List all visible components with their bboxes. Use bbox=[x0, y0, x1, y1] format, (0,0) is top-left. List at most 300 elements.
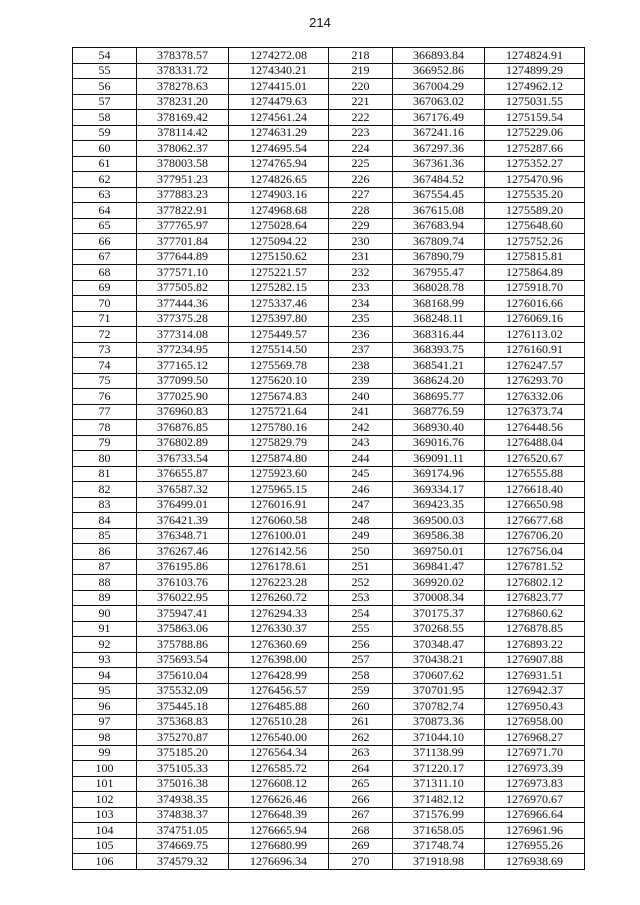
point-number-right: 242 bbox=[329, 420, 393, 436]
point-number-right: 236 bbox=[329, 327, 393, 343]
y-coordinate-left: 1274415.01 bbox=[229, 79, 329, 95]
point-number-right: 253 bbox=[329, 590, 393, 606]
table-row bbox=[73, 575, 585, 591]
y-coordinate-right: 1274962.12 bbox=[485, 79, 585, 95]
x-coordinate-left: 376802.89 bbox=[137, 435, 229, 451]
x-coordinate-left: 376587.32 bbox=[137, 482, 229, 498]
point-number-right: 231 bbox=[329, 249, 393, 265]
table-row bbox=[73, 404, 585, 420]
point-number-right: 261 bbox=[329, 714, 393, 730]
point-number-left: 99 bbox=[73, 745, 137, 761]
y-coordinate-right: 1276968.27 bbox=[485, 730, 585, 746]
x-coordinate-right: 367890.79 bbox=[393, 249, 485, 265]
x-coordinate-right: 367615.08 bbox=[393, 203, 485, 219]
x-coordinate-right: 371918.98 bbox=[393, 854, 485, 870]
point-number-right: 260 bbox=[329, 699, 393, 715]
y-coordinate-left: 1275874.80 bbox=[229, 451, 329, 467]
point-number-right: 238 bbox=[329, 358, 393, 374]
x-coordinate-left: 375105.33 bbox=[137, 761, 229, 777]
x-coordinate-left: 377701.84 bbox=[137, 234, 229, 250]
x-coordinate-left: 376876.85 bbox=[137, 420, 229, 436]
x-coordinate-right: 366952.86 bbox=[393, 63, 485, 79]
y-coordinate-right: 1275287.66 bbox=[485, 141, 585, 157]
point-number-left: 102 bbox=[73, 792, 137, 808]
y-coordinate-left: 1275674.83 bbox=[229, 389, 329, 405]
x-coordinate-left: 376655.87 bbox=[137, 466, 229, 482]
y-coordinate-left: 1274272.08 bbox=[229, 48, 329, 64]
point-number-right: 221 bbox=[329, 94, 393, 110]
x-coordinate-left: 378231.20 bbox=[137, 94, 229, 110]
point-number-right: 256 bbox=[329, 637, 393, 653]
y-coordinate-right: 1275752.26 bbox=[485, 234, 585, 250]
y-coordinate-left: 1276540.00 bbox=[229, 730, 329, 746]
point-number-right: 223 bbox=[329, 125, 393, 141]
y-coordinate-left: 1274340.21 bbox=[229, 63, 329, 79]
table-row bbox=[73, 807, 585, 823]
x-coordinate-right: 367176.49 bbox=[393, 110, 485, 126]
point-number-left: 70 bbox=[73, 296, 137, 312]
x-coordinate-left: 375947.41 bbox=[137, 606, 229, 622]
x-coordinate-left: 377765.97 bbox=[137, 218, 229, 234]
x-coordinate-left: 374938.35 bbox=[137, 792, 229, 808]
y-coordinate-left: 1275923.60 bbox=[229, 466, 329, 482]
x-coordinate-right: 370438.21 bbox=[393, 652, 485, 668]
x-coordinate-left: 374838.37 bbox=[137, 807, 229, 823]
x-coordinate-right: 370782.74 bbox=[393, 699, 485, 715]
point-number-right: 263 bbox=[329, 745, 393, 761]
y-coordinate-right: 1276448.56 bbox=[485, 420, 585, 436]
point-number-left: 105 bbox=[73, 838, 137, 854]
x-coordinate-right: 367554.45 bbox=[393, 187, 485, 203]
y-coordinate-right: 1276973.83 bbox=[485, 776, 585, 792]
point-number-right: 234 bbox=[329, 296, 393, 312]
point-number-left: 85 bbox=[73, 528, 137, 544]
table-row bbox=[73, 668, 585, 684]
x-coordinate-right: 367683.94 bbox=[393, 218, 485, 234]
point-number-left: 60 bbox=[73, 141, 137, 157]
x-coordinate-right: 370008.34 bbox=[393, 590, 485, 606]
x-coordinate-right: 368541.21 bbox=[393, 358, 485, 374]
point-number-right: 264 bbox=[329, 761, 393, 777]
x-coordinate-left: 376267.46 bbox=[137, 544, 229, 560]
point-number-left: 58 bbox=[73, 110, 137, 126]
point-number-left: 74 bbox=[73, 358, 137, 374]
x-coordinate-left: 377883.23 bbox=[137, 187, 229, 203]
y-coordinate-left: 1276398.00 bbox=[229, 652, 329, 668]
y-coordinate-right: 1276860.62 bbox=[485, 606, 585, 622]
x-coordinate-right: 367063.02 bbox=[393, 94, 485, 110]
point-number-right: 241 bbox=[329, 404, 393, 420]
x-coordinate-right: 367361.36 bbox=[393, 156, 485, 172]
y-coordinate-left: 1276100.01 bbox=[229, 528, 329, 544]
x-coordinate-left: 378003.58 bbox=[137, 156, 229, 172]
x-coordinate-right: 370607.62 bbox=[393, 668, 485, 684]
table-row bbox=[73, 637, 585, 653]
y-coordinate-right: 1276332.06 bbox=[485, 389, 585, 405]
point-number-left: 93 bbox=[73, 652, 137, 668]
point-number-right: 266 bbox=[329, 792, 393, 808]
y-coordinate-right: 1276938.69 bbox=[485, 854, 585, 870]
x-coordinate-right: 369500.03 bbox=[393, 513, 485, 529]
point-number-left: 100 bbox=[73, 761, 137, 777]
point-number-right: 230 bbox=[329, 234, 393, 250]
point-number-right: 227 bbox=[329, 187, 393, 203]
table-row bbox=[73, 652, 585, 668]
table-row bbox=[73, 544, 585, 560]
x-coordinate-right: 370348.47 bbox=[393, 637, 485, 653]
x-coordinate-left: 378062.37 bbox=[137, 141, 229, 157]
point-number-right: 245 bbox=[329, 466, 393, 482]
y-coordinate-left: 1276178.61 bbox=[229, 559, 329, 575]
y-coordinate-left: 1276360.69 bbox=[229, 637, 329, 653]
x-coordinate-left: 376195.86 bbox=[137, 559, 229, 575]
point-number-right: 251 bbox=[329, 559, 393, 575]
y-coordinate-right: 1276907.88 bbox=[485, 652, 585, 668]
y-coordinate-left: 1276485.88 bbox=[229, 699, 329, 715]
x-coordinate-right: 370873.36 bbox=[393, 714, 485, 730]
y-coordinate-left: 1275094.22 bbox=[229, 234, 329, 250]
point-number-right: 258 bbox=[329, 668, 393, 684]
y-coordinate-right: 1276942.37 bbox=[485, 683, 585, 699]
y-coordinate-left: 1276330.37 bbox=[229, 621, 329, 637]
point-number-left: 75 bbox=[73, 373, 137, 389]
x-coordinate-left: 375185.20 bbox=[137, 745, 229, 761]
x-coordinate-right: 368248.11 bbox=[393, 311, 485, 327]
x-coordinate-left: 377644.89 bbox=[137, 249, 229, 265]
table-row bbox=[73, 296, 585, 312]
coordinates-table bbox=[72, 47, 585, 870]
y-coordinate-left: 1275965.15 bbox=[229, 482, 329, 498]
y-coordinate-right: 1275589.20 bbox=[485, 203, 585, 219]
table-row bbox=[73, 435, 585, 451]
x-coordinate-left: 378114.42 bbox=[137, 125, 229, 141]
y-coordinate-left: 1276665.94 bbox=[229, 823, 329, 839]
table-row bbox=[73, 621, 585, 637]
point-number-left: 61 bbox=[73, 156, 137, 172]
x-coordinate-right: 369750.01 bbox=[393, 544, 485, 560]
table-row bbox=[73, 141, 585, 157]
x-coordinate-left: 376348.71 bbox=[137, 528, 229, 544]
point-number-left: 54 bbox=[73, 48, 137, 64]
table-row bbox=[73, 590, 585, 606]
y-coordinate-right: 1276247.57 bbox=[485, 358, 585, 374]
point-number-left: 55 bbox=[73, 63, 137, 79]
table-row bbox=[73, 699, 585, 715]
x-coordinate-left: 377375.28 bbox=[137, 311, 229, 327]
point-number-left: 67 bbox=[73, 249, 137, 265]
point-number-right: 252 bbox=[329, 575, 393, 591]
y-coordinate-left: 1275028.64 bbox=[229, 218, 329, 234]
y-coordinate-left: 1276696.34 bbox=[229, 854, 329, 870]
table-row bbox=[73, 714, 585, 730]
x-coordinate-right: 367955.47 bbox=[393, 265, 485, 281]
table-row bbox=[73, 823, 585, 839]
y-coordinate-right: 1276931.51 bbox=[485, 668, 585, 684]
x-coordinate-right: 369841.47 bbox=[393, 559, 485, 575]
x-coordinate-right: 367297.36 bbox=[393, 141, 485, 157]
point-number-left: 71 bbox=[73, 311, 137, 327]
y-coordinate-right: 1276878.85 bbox=[485, 621, 585, 637]
x-coordinate-left: 378278.63 bbox=[137, 79, 229, 95]
point-number-right: 225 bbox=[329, 156, 393, 172]
table-row bbox=[73, 234, 585, 250]
y-coordinate-left: 1276585.72 bbox=[229, 761, 329, 777]
table-row bbox=[73, 730, 585, 746]
table-row bbox=[73, 342, 585, 358]
point-number-right: 254 bbox=[329, 606, 393, 622]
table-row bbox=[73, 48, 585, 64]
table-row bbox=[73, 761, 585, 777]
y-coordinate-right: 1275535.20 bbox=[485, 187, 585, 203]
x-coordinate-left: 377571.10 bbox=[137, 265, 229, 281]
y-coordinate-right: 1276971.70 bbox=[485, 745, 585, 761]
point-number-left: 80 bbox=[73, 451, 137, 467]
y-coordinate-left: 1276608.12 bbox=[229, 776, 329, 792]
table-row bbox=[73, 792, 585, 808]
point-number-right: 237 bbox=[329, 342, 393, 358]
y-coordinate-left: 1276626.46 bbox=[229, 792, 329, 808]
y-coordinate-right: 1276756.04 bbox=[485, 544, 585, 560]
table-row bbox=[73, 94, 585, 110]
table-row bbox=[73, 63, 585, 79]
x-coordinate-left: 376022.95 bbox=[137, 590, 229, 606]
y-coordinate-right: 1276955.26 bbox=[485, 838, 585, 854]
y-coordinate-left: 1274561.24 bbox=[229, 110, 329, 126]
x-coordinate-left: 378331.72 bbox=[137, 63, 229, 79]
table-row bbox=[73, 156, 585, 172]
x-coordinate-right: 368695.77 bbox=[393, 389, 485, 405]
point-number-left: 89 bbox=[73, 590, 137, 606]
point-number-left: 94 bbox=[73, 668, 137, 684]
y-coordinate-right: 1275470.96 bbox=[485, 172, 585, 188]
point-number-right: 262 bbox=[329, 730, 393, 746]
point-number-left: 90 bbox=[73, 606, 137, 622]
y-coordinate-left: 1276648.39 bbox=[229, 807, 329, 823]
x-coordinate-left: 377822.91 bbox=[137, 203, 229, 219]
x-coordinate-right: 369334.17 bbox=[393, 482, 485, 498]
y-coordinate-right: 1275864.89 bbox=[485, 265, 585, 281]
x-coordinate-left: 376499.01 bbox=[137, 497, 229, 513]
y-coordinate-right: 1276618.40 bbox=[485, 482, 585, 498]
x-coordinate-right: 368393.75 bbox=[393, 342, 485, 358]
x-coordinate-left: 377505.82 bbox=[137, 280, 229, 296]
x-coordinate-right: 370175.37 bbox=[393, 606, 485, 622]
x-coordinate-left: 377444.36 bbox=[137, 296, 229, 312]
x-coordinate-left: 376421.39 bbox=[137, 513, 229, 529]
table-row bbox=[73, 389, 585, 405]
point-number-right: 270 bbox=[329, 854, 393, 870]
point-number-right: 229 bbox=[329, 218, 393, 234]
y-coordinate-left: 1275780.16 bbox=[229, 420, 329, 436]
page-number: 214 bbox=[309, 15, 331, 30]
table-row bbox=[73, 110, 585, 126]
y-coordinate-right: 1276961.96 bbox=[485, 823, 585, 839]
point-number-left: 98 bbox=[73, 730, 137, 746]
x-coordinate-left: 377099.50 bbox=[137, 373, 229, 389]
point-number-right: 255 bbox=[329, 621, 393, 637]
y-coordinate-right: 1275918.70 bbox=[485, 280, 585, 296]
table-row bbox=[73, 559, 585, 575]
x-coordinate-left: 374751.05 bbox=[137, 823, 229, 839]
x-coordinate-right: 368168.99 bbox=[393, 296, 485, 312]
x-coordinate-right: 371482.12 bbox=[393, 792, 485, 808]
table-row bbox=[73, 265, 585, 281]
y-coordinate-left: 1276510.28 bbox=[229, 714, 329, 730]
point-number-right: 222 bbox=[329, 110, 393, 126]
x-coordinate-right: 367809.74 bbox=[393, 234, 485, 250]
point-number-left: 77 bbox=[73, 404, 137, 420]
x-coordinate-right: 368930.40 bbox=[393, 420, 485, 436]
table-row bbox=[73, 249, 585, 265]
x-coordinate-right: 369586.38 bbox=[393, 528, 485, 544]
x-coordinate-right: 369920.02 bbox=[393, 575, 485, 591]
table-row bbox=[73, 776, 585, 792]
table-row bbox=[73, 172, 585, 188]
point-number-left: 65 bbox=[73, 218, 137, 234]
x-coordinate-right: 369016.76 bbox=[393, 435, 485, 451]
y-coordinate-left: 1276680.99 bbox=[229, 838, 329, 854]
y-coordinate-left: 1274826.65 bbox=[229, 172, 329, 188]
point-number-left: 69 bbox=[73, 280, 137, 296]
point-number-right: 232 bbox=[329, 265, 393, 281]
table-row bbox=[73, 218, 585, 234]
x-coordinate-right: 367241.16 bbox=[393, 125, 485, 141]
y-coordinate-right: 1276802.12 bbox=[485, 575, 585, 591]
x-coordinate-left: 378169.42 bbox=[137, 110, 229, 126]
y-coordinate-right: 1276373.74 bbox=[485, 404, 585, 420]
point-number-left: 101 bbox=[73, 776, 137, 792]
y-coordinate-right: 1276950.43 bbox=[485, 699, 585, 715]
point-number-right: 235 bbox=[329, 311, 393, 327]
point-number-left: 97 bbox=[73, 714, 137, 730]
y-coordinate-left: 1275337.46 bbox=[229, 296, 329, 312]
x-coordinate-left: 375863.06 bbox=[137, 621, 229, 637]
y-coordinate-left: 1275721.64 bbox=[229, 404, 329, 420]
y-coordinate-right: 1276966.64 bbox=[485, 807, 585, 823]
table-row bbox=[73, 482, 585, 498]
y-coordinate-right: 1275031.55 bbox=[485, 94, 585, 110]
y-coordinate-left: 1274765.94 bbox=[229, 156, 329, 172]
x-coordinate-right: 371220.17 bbox=[393, 761, 485, 777]
point-number-right: 250 bbox=[329, 544, 393, 560]
y-coordinate-left: 1276456.57 bbox=[229, 683, 329, 699]
x-coordinate-left: 376733.54 bbox=[137, 451, 229, 467]
y-coordinate-right: 1276650.98 bbox=[485, 497, 585, 513]
y-coordinate-left: 1276428.99 bbox=[229, 668, 329, 684]
y-coordinate-left: 1274968.68 bbox=[229, 203, 329, 219]
x-coordinate-right: 368316.44 bbox=[393, 327, 485, 343]
table-row bbox=[73, 327, 585, 343]
point-number-right: 269 bbox=[329, 838, 393, 854]
x-coordinate-right: 371658.05 bbox=[393, 823, 485, 839]
point-number-right: 240 bbox=[329, 389, 393, 405]
y-coordinate-right: 1276958.00 bbox=[485, 714, 585, 730]
point-number-left: 63 bbox=[73, 187, 137, 203]
x-coordinate-right: 371576.99 bbox=[393, 807, 485, 823]
table-row bbox=[73, 203, 585, 219]
table-row bbox=[73, 838, 585, 854]
point-number-left: 83 bbox=[73, 497, 137, 513]
y-coordinate-left: 1276260.72 bbox=[229, 590, 329, 606]
point-number-right: 257 bbox=[329, 652, 393, 668]
table-row bbox=[73, 280, 585, 296]
x-coordinate-right: 369423.35 bbox=[393, 497, 485, 513]
point-number-right: 243 bbox=[329, 435, 393, 451]
point-number-right: 265 bbox=[329, 776, 393, 792]
table-row bbox=[73, 466, 585, 482]
point-number-right: 228 bbox=[329, 203, 393, 219]
y-coordinate-left: 1276060.58 bbox=[229, 513, 329, 529]
y-coordinate-left: 1274695.54 bbox=[229, 141, 329, 157]
y-coordinate-left: 1275221.57 bbox=[229, 265, 329, 281]
point-number-left: 84 bbox=[73, 513, 137, 529]
point-number-left: 92 bbox=[73, 637, 137, 653]
point-number-left: 68 bbox=[73, 265, 137, 281]
point-number-right: 246 bbox=[329, 482, 393, 498]
point-number-left: 86 bbox=[73, 544, 137, 560]
y-coordinate-right: 1275352.27 bbox=[485, 156, 585, 172]
table-row bbox=[73, 358, 585, 374]
y-coordinate-left: 1274903.16 bbox=[229, 187, 329, 203]
y-coordinate-right: 1276520.67 bbox=[485, 451, 585, 467]
table-row bbox=[73, 513, 585, 529]
y-coordinate-left: 1275620.10 bbox=[229, 373, 329, 389]
point-number-right: 220 bbox=[329, 79, 393, 95]
y-coordinate-right: 1275815.81 bbox=[485, 249, 585, 265]
y-coordinate-left: 1275449.57 bbox=[229, 327, 329, 343]
table-row bbox=[73, 745, 585, 761]
x-coordinate-right: 367484.52 bbox=[393, 172, 485, 188]
y-coordinate-left: 1274479.63 bbox=[229, 94, 329, 110]
point-number-left: 64 bbox=[73, 203, 137, 219]
x-coordinate-left: 375693.54 bbox=[137, 652, 229, 668]
point-number-right: 239 bbox=[329, 373, 393, 389]
x-coordinate-left: 375368.83 bbox=[137, 714, 229, 730]
table-row bbox=[73, 79, 585, 95]
y-coordinate-left: 1276016.91 bbox=[229, 497, 329, 513]
y-coordinate-right: 1276555.88 bbox=[485, 466, 585, 482]
y-coordinate-left: 1276142.56 bbox=[229, 544, 329, 560]
point-number-left: 81 bbox=[73, 466, 137, 482]
point-number-left: 104 bbox=[73, 823, 137, 839]
x-coordinate-left: 378378.57 bbox=[137, 48, 229, 64]
point-number-left: 95 bbox=[73, 683, 137, 699]
y-coordinate-left: 1275150.62 bbox=[229, 249, 329, 265]
x-coordinate-right: 371748.74 bbox=[393, 838, 485, 854]
point-number-left: 91 bbox=[73, 621, 137, 637]
y-coordinate-right: 1276973.39 bbox=[485, 761, 585, 777]
x-coordinate-right: 370701.95 bbox=[393, 683, 485, 699]
point-number-left: 103 bbox=[73, 807, 137, 823]
point-number-left: 79 bbox=[73, 435, 137, 451]
y-coordinate-right: 1275648.60 bbox=[485, 218, 585, 234]
x-coordinate-right: 368028.78 bbox=[393, 280, 485, 296]
table-row bbox=[73, 497, 585, 513]
point-number-right: 247 bbox=[329, 497, 393, 513]
point-number-left: 56 bbox=[73, 79, 137, 95]
point-number-right: 249 bbox=[329, 528, 393, 544]
table-row bbox=[73, 125, 585, 141]
point-number-left: 59 bbox=[73, 125, 137, 141]
y-coordinate-right: 1276293.70 bbox=[485, 373, 585, 389]
y-coordinate-right: 1276488.04 bbox=[485, 435, 585, 451]
y-coordinate-right: 1275159.54 bbox=[485, 110, 585, 126]
x-coordinate-left: 376103.76 bbox=[137, 575, 229, 591]
coordinates-table-body bbox=[73, 48, 585, 870]
y-coordinate-left: 1274631.29 bbox=[229, 125, 329, 141]
x-coordinate-left: 375532.09 bbox=[137, 683, 229, 699]
y-coordinate-right: 1276160.91 bbox=[485, 342, 585, 358]
